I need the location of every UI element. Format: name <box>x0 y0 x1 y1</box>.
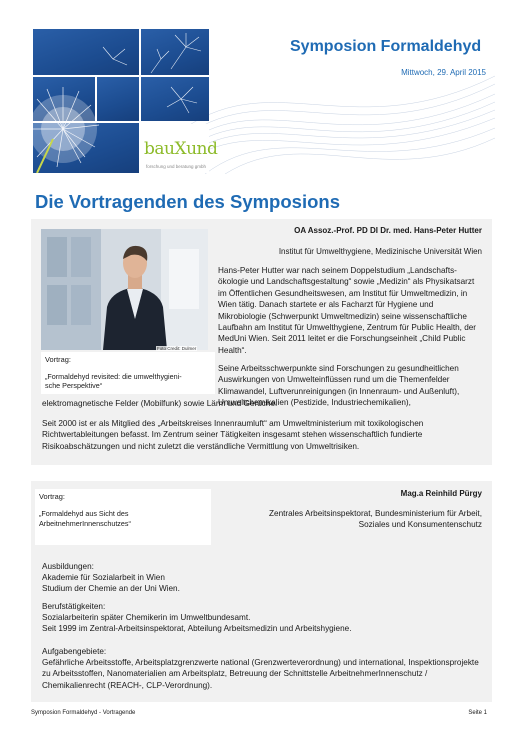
logo-subtitle: forschung und beratung gmbh <box>145 164 207 169</box>
page-number: Seite 1 <box>468 710 487 716</box>
speaker-2-career <box>42 601 487 635</box>
speaker-1-bio-paragraph-2-continued: elektromagnetische Felder (Mobilfunk) sowie Lärm und Gerüche. <box>42 399 278 408</box>
education-item: Akademie für Sozialarbeit in Wien <box>42 573 165 583</box>
bauxund-logo: bauXund <box>144 139 218 159</box>
speaker-1-name: OA Assoz.-Prof. PD DI Dr. med. Hans-Peter Hutter <box>294 226 482 235</box>
responsibilities-label: Aufgabengebiete: <box>42 647 107 656</box>
speaker-2-responsibilities <box>42 646 487 691</box>
speaker-1-bio-paragraph-2: Seine Arbeitsschwerpunkte sind Forschungen zu gesundheitlichen Auswirkungen von Umwelteinflüssen rund um die Themenfelder Klimawandel, Luftverunreinigungen (in Innenraum- und Außenluft), Umweltchemikalien (Pestizide, Industriechemikalien), <box>218 364 460 408</box>
speaker-1-talk-box <box>41 352 215 394</box>
speaker-2-institution: Zentrales Arbeitsinspektorat, Bundesministerium für Arbeit, Soziales und Konsumentenschutz <box>269 509 482 530</box>
document-date: Mittwoch, 29. April 2015 <box>401 68 486 77</box>
dandelion-icon <box>33 29 139 173</box>
seed-icon <box>141 77 209 121</box>
header-image-collage <box>33 29 218 173</box>
career-item: Seit 1999 im Zentral-Arbeitsinspektorat, Abteilung Arbeitsmedizin und Arbeitshygiene. <box>42 624 352 634</box>
talk-label: Vortrag: <box>45 355 71 364</box>
talk-label: Vortrag: <box>39 492 65 501</box>
speaker-2-education <box>42 561 487 595</box>
speaker-1-bio-paragraph-1: Hans-Peter Hutter war nach seinem Doppelstudium „Landschafts-ökologie und Landschaftsgestaltung“ sowie „Medizin“ als Physikatsarzt im Öffentlichen Gesundheitswesen, am Institut für Umweltmedizin, in Wien tätig. Danach startete er als Facharzt für Hygiene und Mikrobiologie (Schwerpunkt Umweltmedizin) seine wissenschaftliche Laufbahn am Institut für Umwelthygiene, Zentrum für Public Health, der MedUni Wien. Seit 2011 leitet er die Forschungseinheit „Child Public Health“. <box>218 266 477 355</box>
speaker-1-photo <box>41 229 208 350</box>
portrait-image <box>41 229 208 350</box>
speaker-1-bio-paragraph-3: Seit 2000 ist er als Mitglied des „Arbeitskreises Innenraumluft“ am Umweltministerium mit toxikologischen Richtwertableitungen befasst. Im Zentrum seiner Tätigkeiten insgesamt stehen wissenschaftlich fundierte Risikoabschätzungen und nicht zuletzt die verständliche Vermittlung von Umweltrisiken. <box>42 419 424 451</box>
career-label: Berufstätigkeiten: <box>42 602 106 611</box>
footer-left: Symposion Formaldehyd - Vortragende <box>31 710 136 716</box>
dandelion-tile <box>141 77 209 121</box>
talk-title-line-2: sche Perspektive“ <box>45 381 103 390</box>
seed-icon <box>141 29 209 75</box>
education-item: Studium der Chemie an der Uni Wien. <box>42 584 180 594</box>
page-heading: Die Vortragenden des Symposions <box>35 191 340 212</box>
responsibilities-text: Gefährliche Arbeitsstoffe, Arbeitsplatzgrenzwerte national (Grenzwerteverordnung) und international, Inspektionsprojekte zu Arbeitsstoffen, Nanomaterialien am Arbeitsplatz, Betreuung der Schnittstelle ArbeitnehmerInnenschutz / Chemikalienrecht (REACH-, CLP-Verordnung). <box>42 658 479 690</box>
talk-title-line-2: ArbeitnehmerInnenschutzes“ <box>39 519 131 528</box>
talk-title-line-1: „Formaldehyd aus Sicht des <box>39 509 129 518</box>
photo-credit: Foto Credit: Dulmer <box>157 346 197 351</box>
speaker-1-institution: Institut für Umwelthygiene, Medizinische Universität Wien <box>278 247 482 256</box>
speaker-2-talk-box <box>35 489 211 545</box>
speaker-2-name: Mag.a Reinhild Pürgy <box>400 489 482 498</box>
education-label: Ausbildungen: <box>42 562 94 571</box>
document-title: Symposion Formaldehyd <box>290 38 482 55</box>
talk-title-line-1: „Formaldehyd revisited: die umwelthygieni- <box>45 372 182 381</box>
dandelion-tile <box>141 29 209 75</box>
career-item: Sozialarbeiterin später Chemikerin im Umweltbundesamt. <box>42 613 251 623</box>
